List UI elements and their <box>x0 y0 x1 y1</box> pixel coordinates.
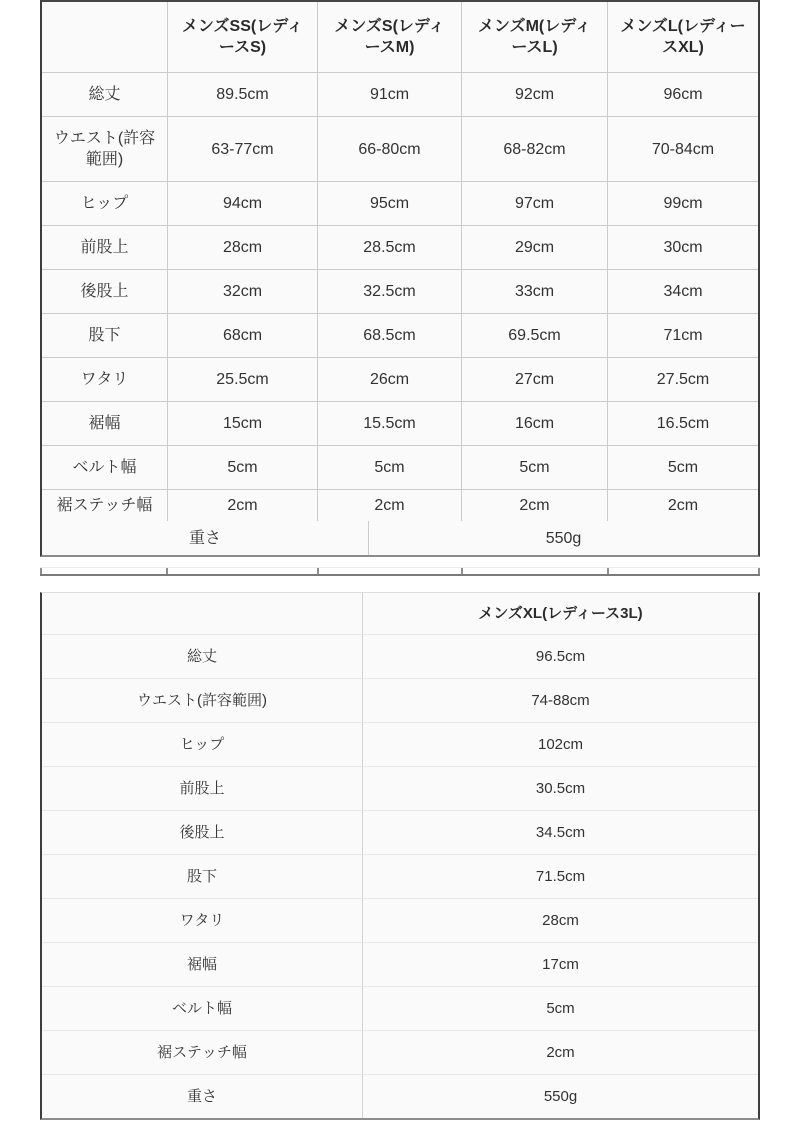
row-label: ヒップ <box>80 195 129 212</box>
row-label: ウエスト(許容範囲) <box>137 692 267 709</box>
measurement-row <box>42 986 758 1030</box>
table-edge-tick <box>317 568 319 574</box>
row-label: 前股上 <box>80 239 129 256</box>
measurement-row <box>42 72 758 116</box>
measurement-row <box>42 313 758 357</box>
size-value: 15.5cm <box>317 402 461 445</box>
size-value: 69.5cm <box>461 314 607 357</box>
column-header-mens-m: メンズM(レディースL) <box>461 2 607 72</box>
xl-table-header-row <box>42 593 758 634</box>
weight-row <box>42 521 758 555</box>
size-value: 30cm <box>607 226 758 269</box>
measurement-row <box>42 678 758 722</box>
row-label: 後股上 <box>179 824 225 841</box>
size-value: 28cm <box>362 899 758 942</box>
measurement-row <box>42 225 758 269</box>
size-value: 96cm <box>607 73 758 116</box>
measurement-row <box>42 854 758 898</box>
row-label: 総丈 <box>88 86 121 103</box>
row-label: 裾幅 <box>88 415 121 432</box>
measurement-row <box>42 722 758 766</box>
size-value: 16.5cm <box>607 402 758 445</box>
size-value: 68cm <box>167 314 317 357</box>
row-label: ワタリ <box>80 371 129 388</box>
column-header-mens-l: メンズL(レディースXL) <box>607 2 758 72</box>
size-value: 71.5cm <box>362 855 758 898</box>
size-value: 5cm <box>362 987 758 1030</box>
size-value: 28cm <box>167 226 317 269</box>
size-value: 5cm <box>167 446 317 489</box>
measurement-row <box>42 181 758 225</box>
row-label: 裾幅 <box>186 956 217 973</box>
table-fragment-strip <box>40 567 760 576</box>
measurement-row <box>42 810 758 854</box>
size-value: 2cm <box>607 490 758 521</box>
size-value: 71cm <box>607 314 758 357</box>
row-label: ベルト幅 <box>72 459 137 476</box>
size-value: 30.5cm <box>362 767 758 810</box>
size-value: 550g <box>362 1075 758 1118</box>
measurement-row <box>42 116 758 181</box>
size-value: 95cm <box>317 182 461 225</box>
measurement-row <box>42 1030 758 1074</box>
size-value: 27.5cm <box>607 358 758 401</box>
size-value: 5cm <box>607 446 758 489</box>
size-value: 27cm <box>461 358 607 401</box>
size-value: 92cm <box>461 73 607 116</box>
size-value: 15cm <box>167 402 317 445</box>
row-label: ウエスト(許容範囲) <box>53 130 156 168</box>
size-value: 2cm <box>461 490 607 521</box>
size-value: 28.5cm <box>317 226 461 269</box>
measurement-row <box>42 269 758 313</box>
size-value: 91cm <box>317 73 461 116</box>
row-label: 裾ステッチ幅 <box>157 1044 247 1061</box>
size-value: 68-82cm <box>461 117 607 181</box>
row-label: 股下 <box>88 327 121 344</box>
column-header-mens-ss: メンズSS(レディースS) <box>167 2 317 72</box>
size-value: 97cm <box>461 182 607 225</box>
measurement-row <box>42 1074 758 1118</box>
row-label: 裾ステッチ幅 <box>56 497 153 514</box>
row-label: 股下 <box>186 868 217 885</box>
size-value: 5cm <box>317 446 461 489</box>
row-label: 重さ <box>186 1088 217 1105</box>
table-edge-tick <box>461 568 463 574</box>
size-value: 5cm <box>461 446 607 489</box>
measurement-row <box>42 634 758 678</box>
measurement-row <box>42 766 758 810</box>
xl-table-body <box>42 634 758 1118</box>
weight-label: 重さ <box>188 529 221 547</box>
size-value: 66-80cm <box>317 117 461 181</box>
size-value: 26cm <box>317 358 461 401</box>
size-value: 94cm <box>167 182 317 225</box>
row-label: ワタリ <box>179 912 225 929</box>
table-edge-tick <box>607 568 609 574</box>
size-value: 68.5cm <box>317 314 461 357</box>
corner-empty-cell <box>42 593 362 634</box>
row-label: 総丈 <box>186 648 217 665</box>
size-value: 34cm <box>607 270 758 313</box>
size-value: 29cm <box>461 226 607 269</box>
weight-value: 550g <box>368 521 758 555</box>
row-label: 前股上 <box>179 780 225 797</box>
row-label: ヒップ <box>179 736 225 753</box>
size-value: 74-88cm <box>362 679 758 722</box>
size-value: 2cm <box>362 1031 758 1074</box>
size-value: 63-77cm <box>167 117 317 181</box>
size-value: 25.5cm <box>167 358 317 401</box>
size-value: 2cm <box>167 490 317 521</box>
size-table-main <box>40 0 760 557</box>
measurement-row <box>42 898 758 942</box>
size-value: 99cm <box>607 182 758 225</box>
row-label: ベルト幅 <box>171 1000 232 1017</box>
size-value: 32cm <box>167 270 317 313</box>
table-edge-tick <box>758 568 760 574</box>
size-value: 33cm <box>461 270 607 313</box>
size-value: 96.5cm <box>362 635 758 678</box>
measurement-row <box>42 942 758 986</box>
size-value: 17cm <box>362 943 758 986</box>
size-value: 102cm <box>362 723 758 766</box>
table-edge-tick <box>166 568 168 574</box>
size-value: 2cm <box>317 490 461 521</box>
measurement-row <box>42 445 758 489</box>
size-value: 89.5cm <box>167 73 317 116</box>
size-value: 70-84cm <box>607 117 758 181</box>
main-table-header-row <box>42 2 758 72</box>
size-value: 16cm <box>461 402 607 445</box>
column-header-mens-xl: メンズXL(レディース3L) <box>362 593 758 634</box>
size-table-xl <box>40 592 760 1120</box>
size-value: 34.5cm <box>362 811 758 854</box>
table-edge-tick <box>40 568 42 574</box>
corner-empty-cell <box>42 2 167 72</box>
measurement-row <box>42 401 758 445</box>
main-table-body <box>42 72 758 521</box>
measurement-row <box>42 357 758 401</box>
size-value: 32.5cm <box>317 270 461 313</box>
column-header-mens-s: メンズS(レディースM) <box>317 2 461 72</box>
measurement-row <box>42 489 758 521</box>
row-label: 後股上 <box>80 283 129 300</box>
